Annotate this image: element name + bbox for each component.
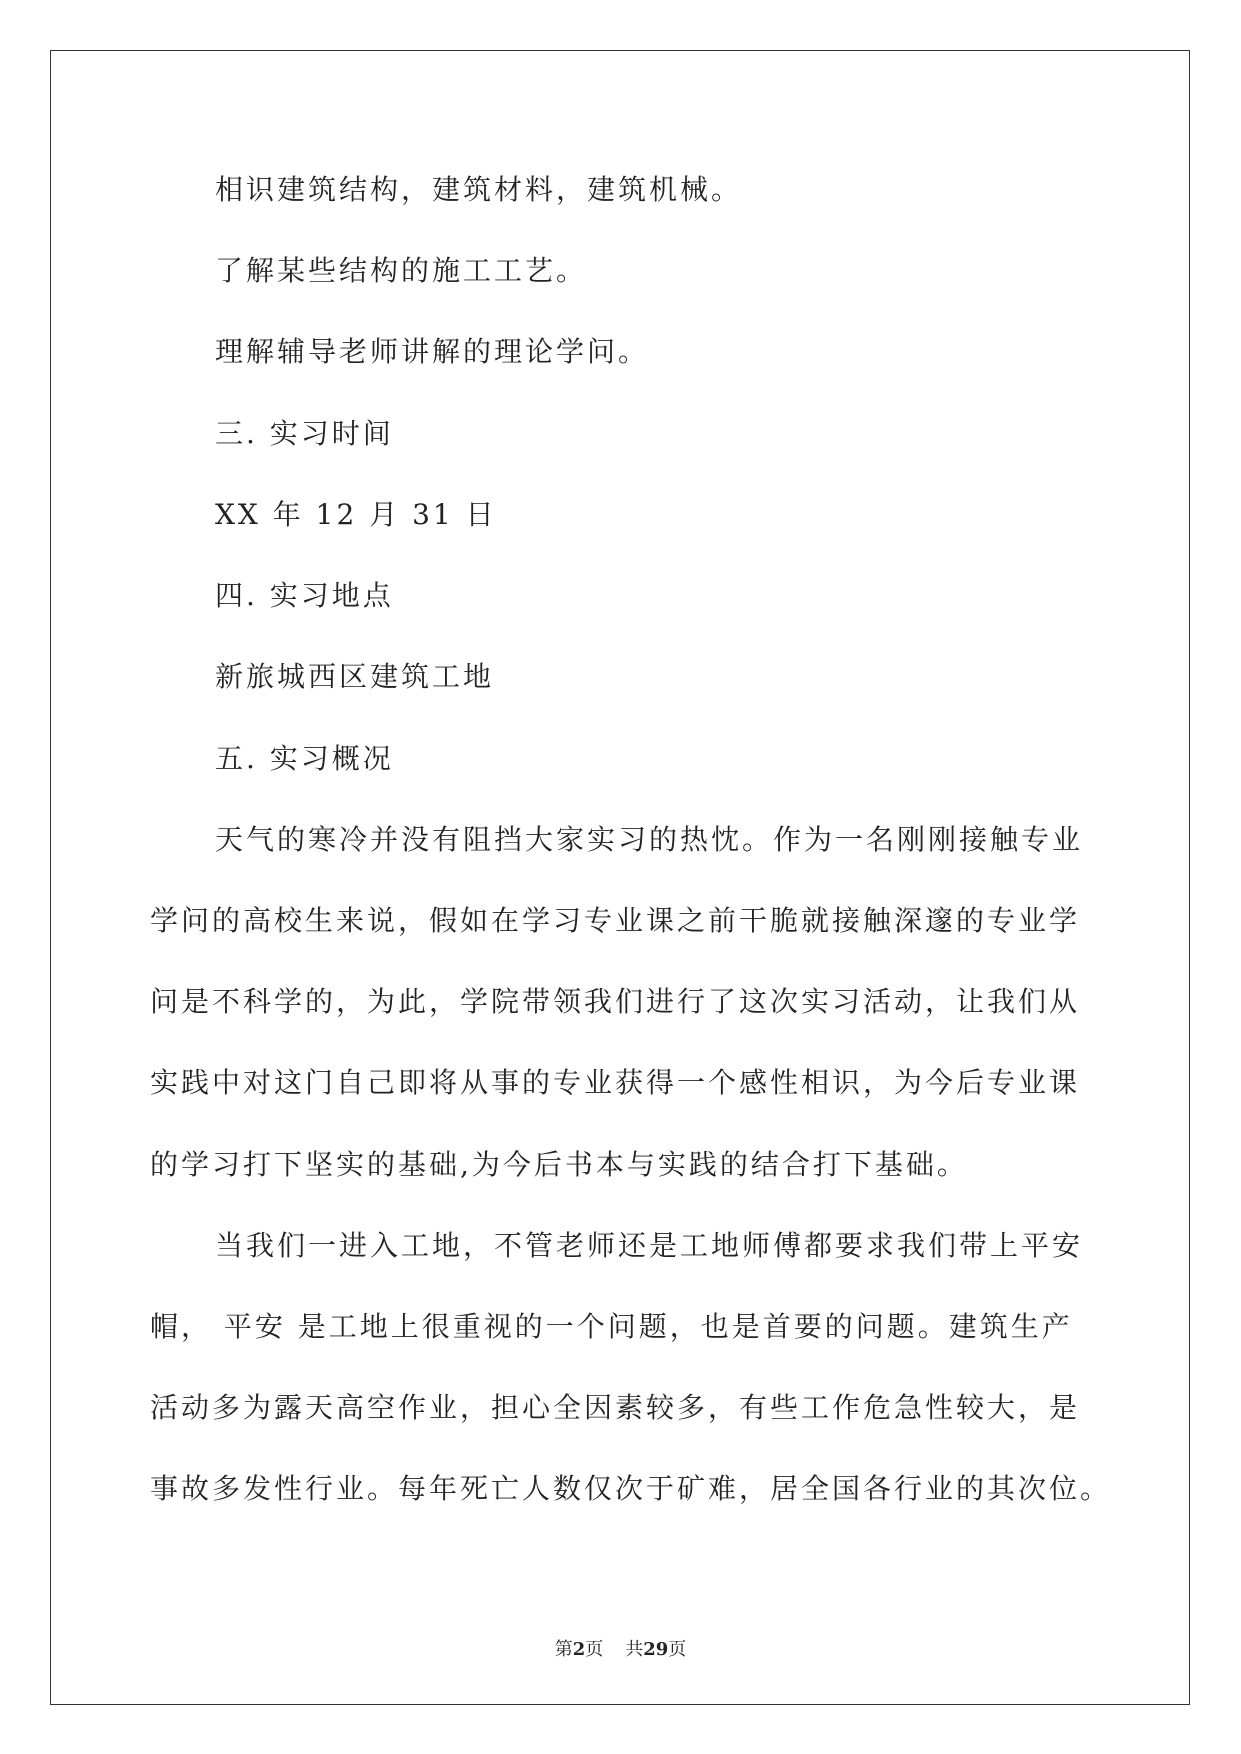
text-line: 相识建筑结构，建筑材料，建筑机械。 xyxy=(215,173,743,206)
paragraph-line: 事故多发性行业。每年死亡人数仅次于矿难，居全国各行业的其次位。 xyxy=(150,1472,1112,1505)
page-prefix: 第 xyxy=(554,1639,573,1660)
paragraph-line: 当我们一进入工地，不管老师还是工地师傅都要求我们带上平安 xyxy=(215,1229,1084,1262)
page-footer xyxy=(0,1638,1241,1662)
paragraph-line: 学问的高校生来说，假如在学习专业课之前干脆就接触深邃的专业学 xyxy=(150,904,1081,937)
page-number: 2 xyxy=(572,1639,586,1660)
total-prefix: 共 xyxy=(625,1639,644,1660)
section-heading: 三. 实习时间 xyxy=(215,417,394,450)
text-line: 了解某些结构的施工工艺。 xyxy=(215,254,588,287)
total-unit: 页 xyxy=(668,1639,687,1660)
text-line: 理解辅导老师讲解的理论学问。 xyxy=(215,335,650,368)
text-line: XX 年 12 月 31 日 xyxy=(215,498,497,531)
paragraph-line: 天气的寒冷并没有阻挡大家实习的热忱。作为一名刚刚接触专业 xyxy=(215,823,1084,856)
section-heading: 五. 实习概况 xyxy=(215,742,394,775)
paragraph-line: 帽， 平安 是工地上很重视的一个问题，也是首要的问题。建筑生产 xyxy=(150,1310,1073,1343)
paragraph-line: 实践中对这门自己即将从事的专业获得一个感性相识，为今后专业课 xyxy=(150,1066,1081,1099)
page-unit: 页 xyxy=(585,1639,604,1660)
total-pages: 29 xyxy=(643,1639,669,1660)
page-border xyxy=(50,50,1190,1705)
section-heading: 四. 实习地点 xyxy=(215,579,394,612)
text-line: 新旅城西区建筑工地 xyxy=(215,660,495,693)
paragraph-line: 问是不科学的，为此，学院带领我们进行了这次实习活动，让我们从 xyxy=(150,985,1081,1018)
paragraph-line: 的学习打下坚实的基础,为今后书本与实践的结合打下基础。 xyxy=(150,1148,968,1181)
paragraph-line: 活动多为露天高空作业，担心全因素较多，有些工作危急性较大，是 xyxy=(150,1391,1081,1424)
